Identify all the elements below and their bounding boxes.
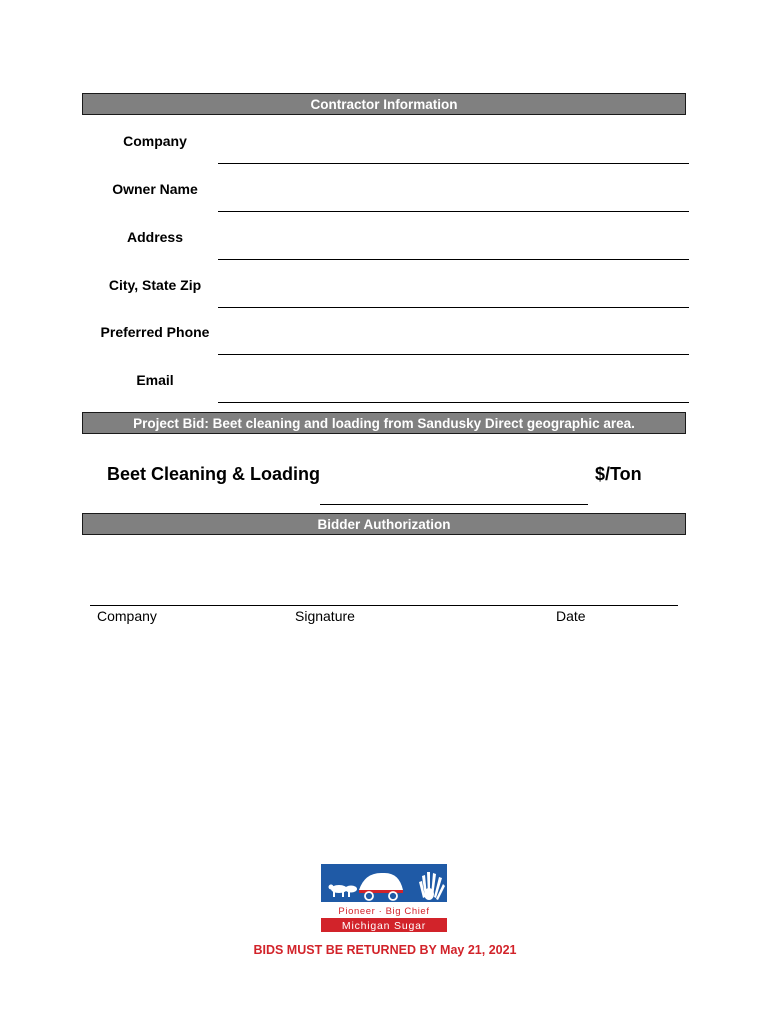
address-field[interactable] <box>222 236 688 260</box>
company-label: Company <box>123 133 187 149</box>
city-state-zip-field[interactable] <box>222 284 688 308</box>
city-state-zip-label: City, State Zip <box>108 277 202 293</box>
project-bid-title: Project Bid: Beet cleaning and loading from Sandusky Direct geographic area. <box>133 415 635 431</box>
contractor-information-header <box>82 93 686 115</box>
bidder-authorization-title: Bidder Authorization <box>317 516 451 532</box>
company-line <box>218 163 689 164</box>
bidder-authorization-header <box>82 513 686 535</box>
owner-name-field[interactable] <box>222 188 688 212</box>
logo-line2: Michigan Sugar <box>341 920 427 932</box>
preferred-phone-line <box>218 354 689 355</box>
michigan-sugar-logo-graphic <box>321 864 447 932</box>
email-line <box>218 402 689 403</box>
bids-deadline-notice: BIDS MUST BE RETURNED BY May 21, 2021 <box>253 943 517 957</box>
address-line <box>218 259 689 260</box>
per-ton-unit: $/Ton <box>595 464 642 484</box>
email-label: Email <box>136 372 174 388</box>
signature-company-label: Company <box>97 608 157 624</box>
owner-name-label: Owner Name <box>112 181 198 197</box>
preferred-phone-label: Preferred Phone <box>100 324 210 340</box>
signature-line[interactable] <box>90 605 678 606</box>
date-label: Date <box>556 608 586 624</box>
signature-label: Signature <box>295 608 355 624</box>
michigan-sugar-logo <box>321 864 447 932</box>
logo-line1: Pioneer · Big Chief <box>338 906 430 917</box>
project-bid-header <box>82 412 686 434</box>
email-field[interactable] <box>222 379 688 403</box>
address-label: Address <box>126 229 184 245</box>
contractor-information-title: Contractor Information <box>310 96 458 112</box>
owner-name-line <box>218 211 689 212</box>
bid-price-field[interactable] <box>324 478 590 502</box>
city-state-zip-line <box>218 307 689 308</box>
preferred-phone-field[interactable] <box>222 331 688 355</box>
beet-cleaning-label: Beet Cleaning & Loading <box>107 464 321 484</box>
bid-price-line <box>320 504 588 505</box>
company-field[interactable] <box>222 140 688 164</box>
